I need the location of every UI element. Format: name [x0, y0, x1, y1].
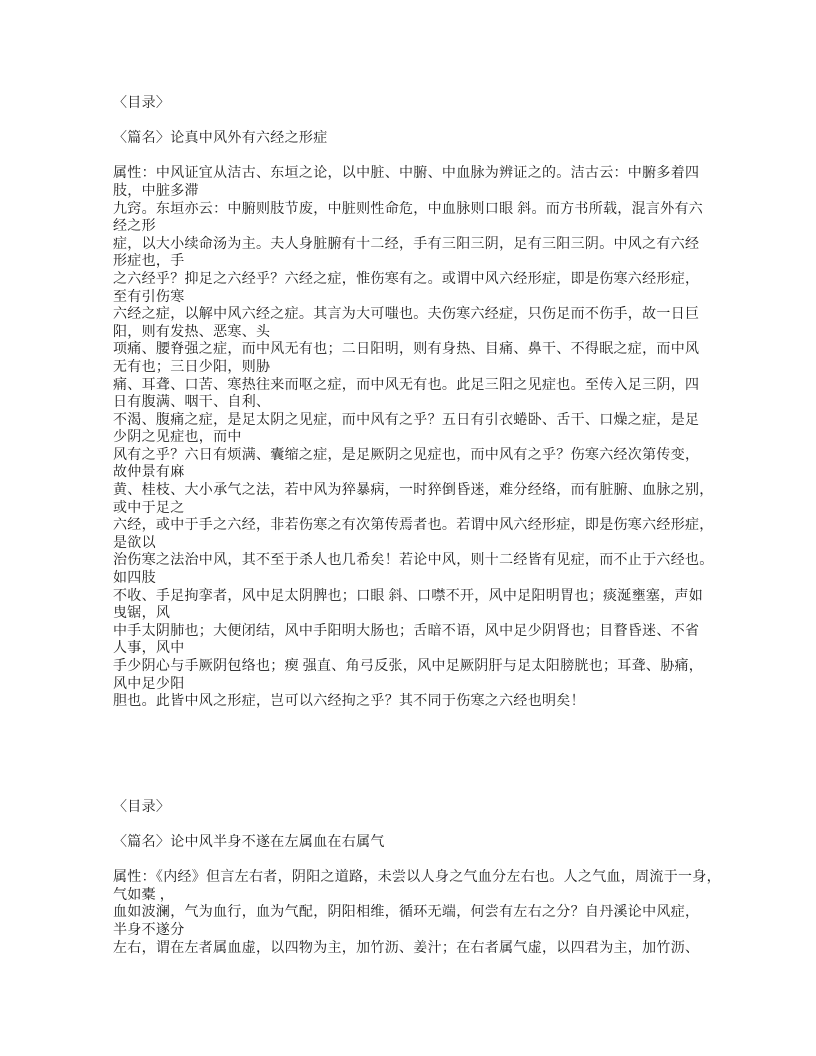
text-line: 形症也，手 — [113, 254, 185, 270]
text-line: 不渴、腹痛之症，是足太阴之见症，而中风有之乎？五日有引衣蜷卧、舌干、口燥之症，是足 — [113, 412, 700, 428]
section-gap — [113, 711, 763, 799]
text-line: 故仲景有麻 — [113, 465, 185, 481]
text-line: 无有也；三日少阳，则胁 — [113, 359, 271, 375]
text-line: 日有腹满、咽干、自利、 — [113, 395, 271, 411]
text-line: 项痛、腰脊强之症，而中风无有也；二日阳明，则有身热、目痛、鼻干、不得眠之症，而中风 — [113, 342, 700, 358]
text-line: 痛、耳聋、口苦、寒热往来而呕之症，而中风无有也。此足三阳之见症也。至传入足三阴，四 — [113, 377, 700, 393]
text-line: 曳锯，风 — [113, 606, 171, 622]
paragraph-body — [113, 869, 763, 957]
toc-marker: 〈目录〉 — [113, 799, 171, 815]
blank-line — [113, 852, 763, 870]
text-line: 九窍。东垣亦云：中腑则肢节废，中脏则性命危，中血脉则口眼 斜。而方书所载，混言外有六 — [113, 201, 704, 217]
text-line: 胆也。此皆中风之形症，岂可以六经拘之乎？其不同于伤寒之六经也明矣！ — [113, 694, 585, 710]
text-line: 属性：中风证宜从洁古、东垣之论，以中脏、中腑、中血脉为辨证之的。洁古云：中腑多着四 — [113, 166, 700, 182]
text-column — [113, 95, 763, 957]
text-line: 之六经乎？抑足之六经乎？六经之症，惟伤寒有之。或谓中风六经形症，即是伤寒六经形症， — [113, 271, 700, 287]
section-hemiplegia-left-blood-right-qi — [113, 799, 763, 957]
blank-line — [113, 148, 763, 166]
text-line: 半身不遂分 — [113, 922, 185, 938]
text-line: 人事，风中 — [113, 641, 185, 657]
text-line: 少阴之见症也，而中 — [113, 430, 242, 446]
text-line: 阳，则有发热、恶寒、头 — [113, 324, 271, 340]
text-line: 六经之症，以解中风六经之症。其言为大可嗤也。夫伤寒六经症，只伤足而不伤手，故一日巨 — [113, 307, 700, 323]
text-line: 风中足少阳 — [113, 676, 185, 692]
text-line: 左右，谓在左者属血虚，以四物为主，加竹沥、姜汁；在右者属气虚，以四君为主，加竹沥、 — [113, 940, 700, 956]
section-true-stroke-six-meridians — [113, 95, 763, 711]
text-line: 手少阴心与手厥阴包络也；瘈 强直、角弓反张，风中足厥阴肝与足太阳膀胱也；耳聋、胁痛， — [113, 659, 704, 674]
text-line: 至有引伤寒 — [113, 289, 185, 305]
text-line: 黄、桂枝、大小承气之法，若中风为猝暴病，一时猝倒昏迷，难分经络，而有脏腑、血脉之别， — [113, 483, 714, 499]
toc-marker: 〈目录〉 — [113, 96, 171, 111]
chapter-title: 〈篇名〉论中风半身不遂在左属血在右属气 — [113, 834, 385, 850]
blank-line — [113, 816, 763, 834]
blank-line — [113, 113, 763, 131]
text-line: 经之形 — [113, 219, 156, 235]
text-line: 血如波澜，气为血行，血为气配，阴阳相维，循环无端，何尝有左右之分？自丹溪论中风症， — [113, 905, 700, 921]
text-line: 不收、手足拘挛者，风中足太阴脾也；口眼 斜、口噤不开，风中足阳明胃也；痰涎壅塞，声如 — [113, 588, 704, 604]
text-line: 是欲以 — [113, 535, 156, 551]
text-line: 肢，中脏多滞 — [113, 183, 199, 199]
text-line: 中手太阴肺也；大便闭结，风中手阳明大肠也；舌暗不语，风中足少阴肾也；目瞀昏迷、不省 — [113, 623, 700, 639]
text-line: 气如橐 ， — [113, 887, 174, 903]
chapter-title: 〈篇名〉论真中风外有六经之形症 — [113, 131, 328, 147]
paragraph-body — [113, 165, 763, 710]
text-line: 风有之乎？六日有烦满、囊缩之症，是足厥阴之见症也，而中风有之乎？伤寒六经次第传变， — [113, 447, 700, 463]
text-line: 六经，或中于手之六经，非若伤寒之有次第传焉者也。若谓中风六经形症，即是伤寒六经形症， — [113, 518, 714, 534]
text-line: 症，以大小续命汤为主。夫人身脏腑有十二经，手有三阳三阴，足有三阳三阴。中风之有六经 — [113, 236, 700, 252]
text-line: 如四肢 — [113, 571, 156, 587]
text-line: 属性：《内经》但言左右者，阴阳之道路，未尝以人身之气血分左右也。人之气血，周流于一身， — [113, 870, 721, 886]
text-line: 或中于足之 — [113, 500, 185, 516]
text-line: 治伤寒之法治中风，其不至于杀人也几希矣！若论中风，则十二经皆有见症，而不止于六经也。 — [113, 553, 714, 569]
